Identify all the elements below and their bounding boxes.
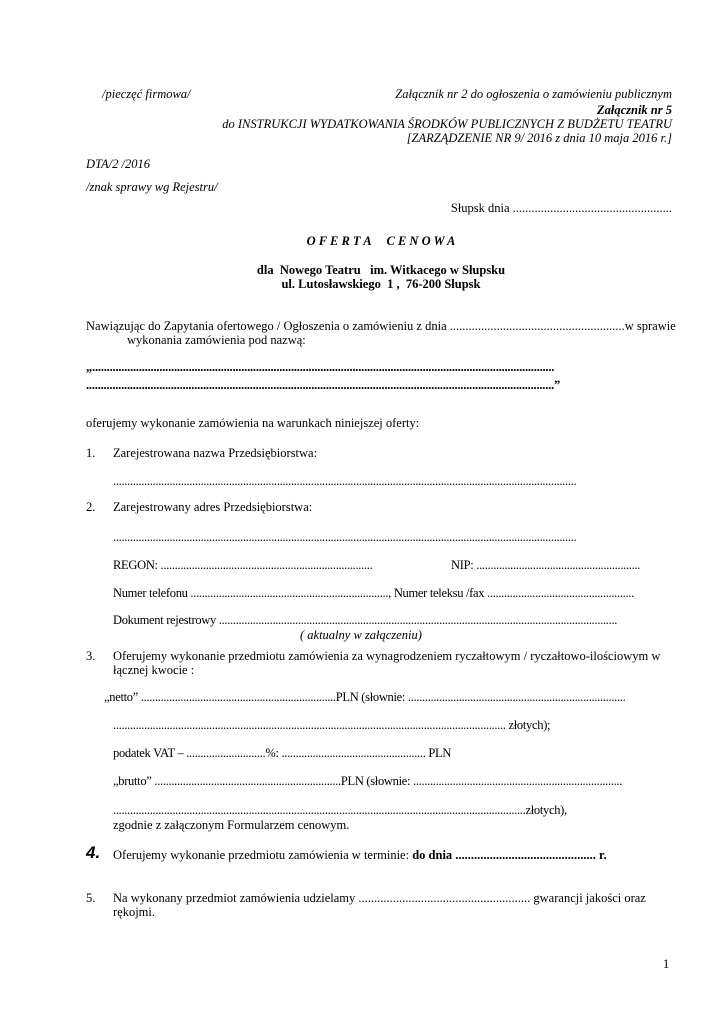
order-name-field-line1[interactable]: „.............................................................................................................................................................. — [86, 360, 555, 374]
registry-document-field[interactable]: Dokument rejestrowy ............................................................................................................................................. — [113, 613, 618, 627]
page-number: 1 — [663, 957, 670, 971]
item-1-number: 1. — [86, 446, 96, 460]
vat-field[interactable]: podatek VAT – ............................%: ................................................... PLN — [113, 746, 452, 760]
item-4-text — [113, 848, 607, 863]
intro-text: Nawiązując do Zapytania ofertowego / Ogłoszenia o zamówieniu z dnia ........................................................w sprawie — [86, 319, 676, 333]
company-stamp-label: /pieczęć firmowa/ — [102, 87, 191, 101]
place-date-field: Słupsk dnia ................................................... — [450, 201, 672, 215]
item-1-label: Zarejestrowana nazwa Przedsiębiorstwa: — [113, 446, 318, 460]
item-3-text: Oferujemy wykonanie przedmiotu zamówienia za wynagrodzeniem ryczałtowym / ryczałtowo-ilościowym w — [113, 649, 661, 663]
registry-document-note: ( aktualny w załączeniu) — [300, 628, 422, 642]
warranty-text-cont: rękojmi. — [113, 905, 156, 919]
intro-text-cont: wykonania zamówienia pod nazwą: — [127, 333, 306, 347]
net-amount-words-field[interactable]: ........................................................................................................................................... złotych); — [113, 718, 551, 732]
price-form-note: zgodnie z załączonym Formularzem cenowym. — [113, 818, 350, 832]
instruction-line: do INSTRUKCJI WYDATKOWANIA ŚRODKÓW PUBLICZNYCH Z BUDŻETU TEATRU — [222, 117, 672, 131]
item-5-number: 5. — [86, 891, 96, 905]
net-amount-field[interactable]: „netto” .....................................................................PLN (słownie: ............................................................................. — [104, 690, 626, 704]
regon-field[interactable]: REGON: ........................................................................... — [113, 558, 373, 572]
document-title: O F E R T A C E N O W A — [306, 234, 456, 248]
offer-statement: oferujemy wykonanie zamówienia na warunkach niniejszej oferty: — [86, 416, 420, 430]
item-2-label: Zarejestrowany adres Przedsiębiorstwa: — [113, 500, 313, 514]
nip-field[interactable]: NIP: .......................................................... — [451, 558, 641, 572]
deadline-field[interactable]: do dnia ............................................. r. — [412, 848, 607, 862]
case-number: DTA/2 /2016 — [86, 157, 151, 171]
item-3-number: 3. — [86, 649, 96, 663]
warranty-text: Na wykonany przedmiot zamówienia udzielamy ....................................................... gwarancji jakości oraz — [113, 891, 646, 905]
gross-amount-words-field[interactable]: ..................................................................................................................................................złotych), — [113, 803, 567, 817]
regulation-line: [ZARZĄDZENIE NR 9/ 2016 z dnia 10 maja 2016 r.] — [406, 131, 672, 145]
item-4-number: 4. — [86, 843, 101, 862]
phone-fax-field[interactable]: Numer telefonu ......................................................................, Numer teleksu /fax .................................................... — [113, 586, 634, 600]
order-name-field-line2[interactable]: ................................................................................................................................................................” — [86, 378, 561, 392]
annex-2-line: Załącznik nr 2 do ogłoszenia o zamówieniu publicznym — [395, 87, 672, 101]
company-address-field[interactable]: .................................................................................................................................................................... — [113, 530, 577, 544]
item-2-number: 2. — [86, 500, 96, 514]
item-4-label: Oferujemy wykonanie przedmiotu zamówienia w terminie: — [113, 848, 413, 862]
annex-5-line: Załącznik nr 5 — [596, 103, 672, 117]
item-3-text-cont: łącznej kwocie : — [113, 663, 195, 677]
recipient-name: dla Nowego Teatru im. Witkacego w Słupsku — [256, 263, 506, 277]
gross-amount-field[interactable]: „brutto” ..................................................................PLN (słownie: .......................................................................... — [113, 774, 623, 788]
company-name-field[interactable]: .................................................................................................................................................................... — [113, 474, 577, 488]
case-number-label: /znak sprawy wg Rejestru/ — [86, 180, 218, 194]
recipient-address: ul. Lutosławskiego 1 , 76-200 Słupsk — [281, 277, 481, 291]
